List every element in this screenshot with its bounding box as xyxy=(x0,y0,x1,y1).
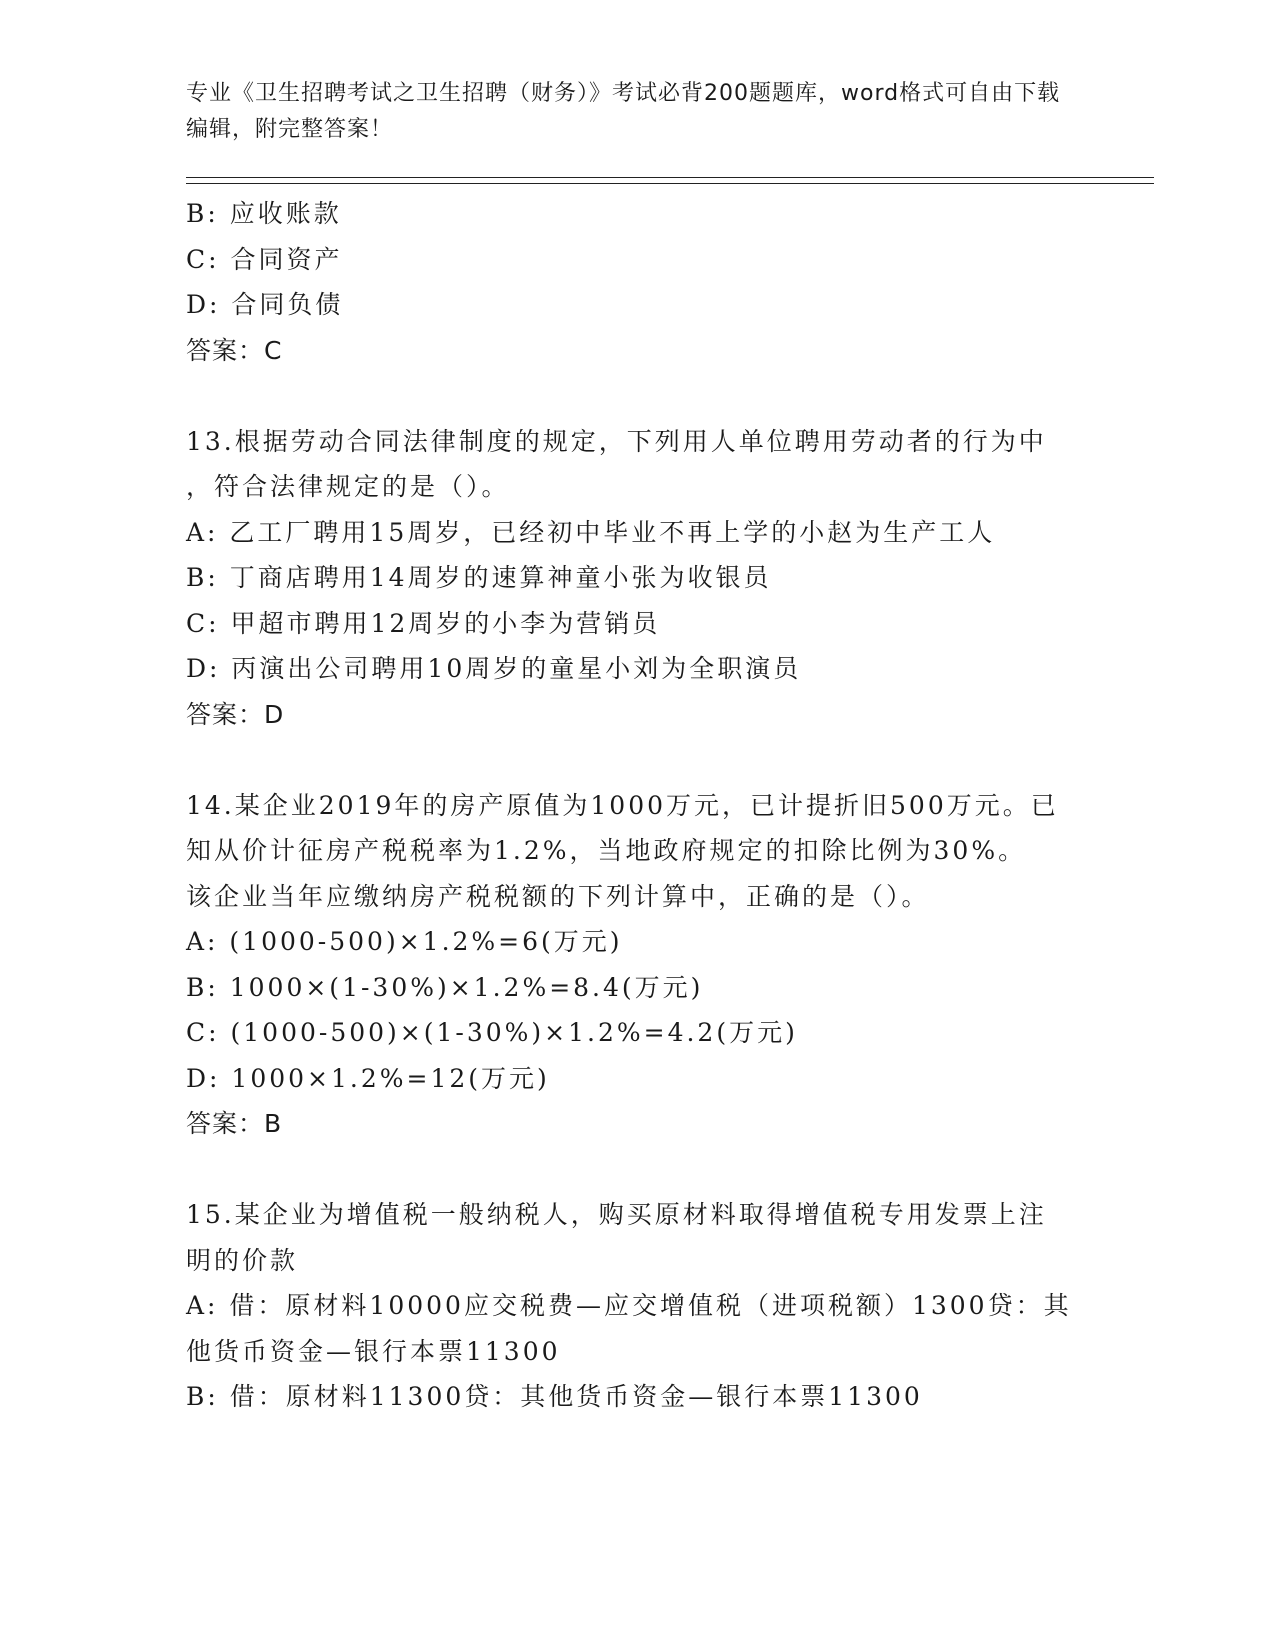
q15-stem-line1: 15.某企业为增值税一般纳税人，购买原材料取得增值税专用发票上注 xyxy=(186,1200,1047,1229)
q12-option-b: B: 应收账款 xyxy=(186,199,342,228)
q14-answer: 答案：B xyxy=(186,1109,283,1138)
q12-answer: 答案：C xyxy=(186,335,283,365)
spacer xyxy=(186,1147,1086,1193)
q15-stem-line2: 明的价款 xyxy=(186,1245,299,1275)
q14-option-a: A: (1000-500)×1.2%=6(万元) xyxy=(186,927,623,956)
question-13 xyxy=(186,419,1086,738)
spacer xyxy=(186,737,1086,783)
question-14 xyxy=(186,783,1086,1147)
q12-option-d: D: 合同负债 xyxy=(186,290,344,319)
question-content xyxy=(186,191,1086,1420)
q13-option-c: C: 甲超市聘用12周岁的小李为营销员 xyxy=(186,608,661,638)
q14-stem-line2: 知从价计征房产税税率为1.2%，当地政府规定的扣除比例为30%。 xyxy=(186,836,1027,865)
question-12-tail xyxy=(186,191,1086,373)
q13-stem-line2: ，符合法律规定的是（）。 xyxy=(186,472,510,501)
header-rule-top xyxy=(186,177,1154,178)
q14-stem-line3: 该企业当年应缴纳房产税税额的下列计算中，正确的是（）。 xyxy=(186,881,930,911)
header-rule-bottom xyxy=(186,183,1154,184)
q13-answer: 答案：D xyxy=(186,699,285,729)
spacer xyxy=(186,373,1086,419)
q15-option-a-line2: 他货币资金—银行本票11300 xyxy=(186,1336,561,1366)
q14-option-b: B: 1000×(1-30%)×1.2%=8.4(万元) xyxy=(186,972,704,1002)
q14-option-d: D: 1000×1.2%=12(万元) xyxy=(186,1063,550,1093)
q14-stem-line1: 14.某企业2019年的房产原值为1000万元，已计提折旧500万元。已 xyxy=(186,790,1059,820)
q13-option-d: D: 丙演出公司聘用10周岁的童星小刘为全职演员 xyxy=(186,654,802,683)
q12-option-c: C: 合同资产 xyxy=(186,244,343,274)
question-15 xyxy=(186,1192,1086,1420)
q15-option-b: B: 借：原材料11300贷：其他货币资金—银行本票11300 xyxy=(186,1382,923,1411)
q14-option-c: C: (1000-500)×(1-30%)×1.2%=4.2(万元) xyxy=(186,1018,798,1047)
q13-option-b: B: 丁商店聘用14周岁的速算神童小张为收银员 xyxy=(186,563,772,592)
q13-option-a: A: 乙工厂聘用15周岁，已经初中毕业不再上学的小赵为生产工人 xyxy=(186,517,996,547)
document-header: 专业《卫生招聘考试之卫生招聘（财务）》考试必背200题题库，word格式可自由下载编辑，附完整答案！ xyxy=(186,81,1061,142)
q13-stem-line1: 13.根据劳动合同法律制度的规定，下列用人单位聘用劳动者的行为中 xyxy=(186,426,1047,456)
q15-option-a-line1: A: 借：原材料10000应交税费—应交增值税（进项税额）1300贷：其 xyxy=(186,1291,1072,1320)
